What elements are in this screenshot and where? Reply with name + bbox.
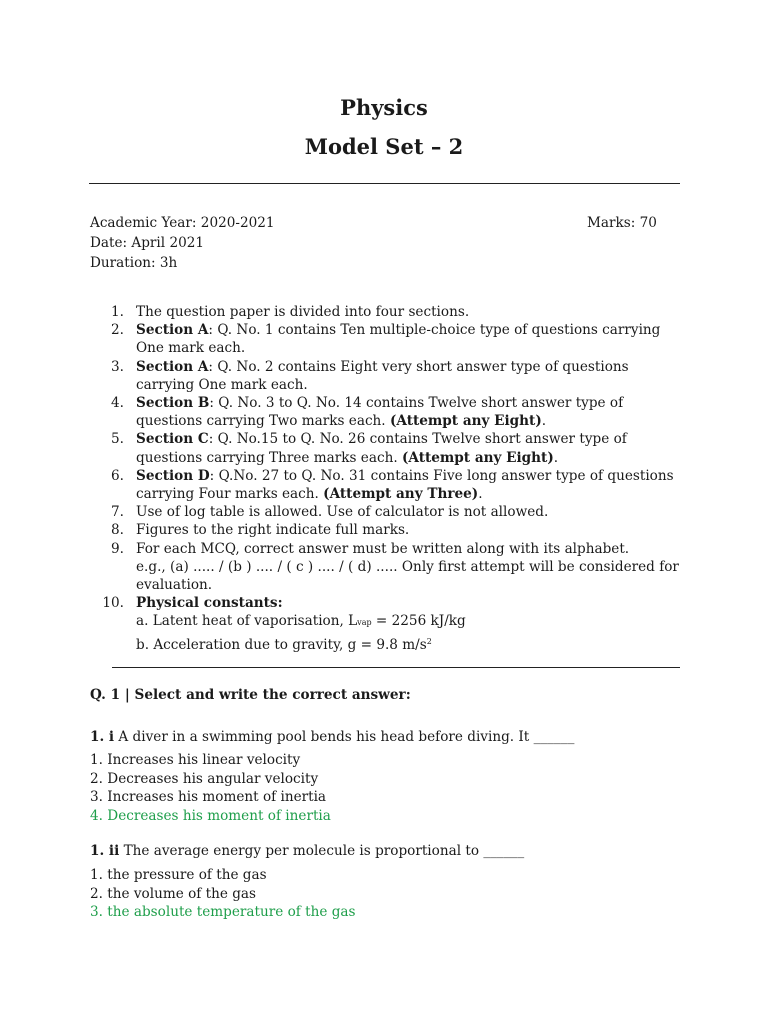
instruction-number: 5. — [111, 431, 124, 448]
constant-text: b. Acceleration due to gravity, g = 9.8 m/s — [136, 636, 427, 653]
instruction-text: : Q. No. 2 contains Eight very short answer type of questions carrying One mark each. — [136, 358, 629, 393]
instruction-text: Figures to the right indicate full marks. — [136, 522, 410, 539]
option-item: 1. the pressure of the gas — [90, 867, 267, 883]
question-text: A diver in a swimming pool bends his head before diving. It ______ — [114, 729, 575, 745]
instruction-item — [90, 521, 680, 539]
exam-duration: Duration: 3h — [90, 255, 178, 271]
question-heading: Q. 1 | Select and write the correct answer: — [90, 687, 411, 703]
option-item: 2. the volume of the gas — [90, 885, 256, 902]
page-subtitle: Model Set – 2 — [304, 134, 464, 159]
instruction-item — [90, 394, 680, 430]
options-1ii — [90, 866, 356, 922]
subscript: vap — [357, 618, 372, 628]
constant-value: = 2256 kJ/kg — [371, 613, 466, 630]
instruction-text: : Q. No.15 to Q. No. 26 contains Twelve short answer type of questions carrying Three marks each. — [136, 431, 627, 466]
instruction-item — [90, 540, 680, 595]
question-1ii — [90, 843, 524, 859]
question-number: 1. ii — [90, 843, 120, 859]
instruction-text: : Q.No. 27 to Q. No. 31 contains Five long answer type of questions carrying Four marks each. — [136, 467, 674, 503]
option-item: 2. Decreases his angular velocity — [90, 770, 319, 787]
options-1i — [90, 751, 331, 825]
constant-latent-heat — [136, 613, 466, 629]
divider — [89, 183, 680, 184]
instruction-item — [90, 430, 680, 466]
constants-heading: Physical constants: — [136, 595, 283, 612]
punctuation: . — [478, 486, 483, 503]
section-label: Section A — [136, 358, 209, 375]
exam-date: Date: April 2021 — [90, 235, 205, 251]
attempt-note: (Attempt any Three) — [323, 486, 479, 503]
instruction-number: 8. — [111, 522, 124, 539]
instruction-text: Use of log table is allowed. Use of calculator is not allowed. — [136, 504, 549, 521]
instruction-item — [90, 321, 680, 357]
instruction-number: 9. — [111, 540, 124, 557]
section-label: Section B — [136, 395, 210, 412]
section-label: Section D — [136, 467, 210, 484]
instruction-number: 4. — [111, 395, 124, 412]
instruction-number: 3. — [111, 358, 124, 375]
instruction-item — [90, 303, 680, 321]
instruction-text: For each MCQ, correct answer must be written along with its alphabet. — [136, 540, 630, 557]
instruction-number: 6. — [111, 467, 124, 484]
option-item: 3. Increases his moment of inertia — [90, 789, 327, 805]
question-1i — [90, 729, 574, 745]
attempt-note: (Attempt any Eight) — [401, 449, 554, 466]
section-label: Section A — [136, 322, 209, 339]
correct-option: 3. the absolute temperature of the gas — [90, 904, 356, 920]
constant-gravity — [136, 637, 432, 653]
superscript: 2 — [426, 636, 432, 646]
instruction-number: 2. — [111, 322, 124, 339]
instruction-text: : Q. No. 3 to Q. No. 14 contains Twelve short answer type of questions carrying Two marks each. — [136, 395, 624, 430]
constant-text: a. Latent heat of vaporisation, L — [136, 613, 358, 630]
instruction-example: e.g., (a) ..... / (b ) .... / ( c ) .... / ( d) ..... Only first attempt will be considered for evaluation. — [136, 558, 679, 594]
punctuation: . — [553, 449, 559, 466]
question-number: 1. i — [90, 729, 115, 745]
attempt-note: (Attempt any Eight) — [389, 413, 542, 430]
instruction-number: 10. — [102, 595, 124, 612]
question-text: The average energy per molecule is proportional to ______ — [119, 843, 525, 859]
section-label: Section C — [136, 431, 209, 448]
punctuation: . — [541, 413, 547, 430]
instruction-text: : Q. No. 1 contains Ten multiple-choice type of questions carrying One mark each. — [136, 322, 661, 357]
correct-option: 4. Decreases his moment of inertia — [90, 807, 331, 824]
page-title: Physics — [340, 95, 428, 120]
divider — [112, 667, 680, 668]
instruction-number: 1. — [111, 304, 124, 320]
academic-year: Academic Year: 2020-2021 — [90, 215, 275, 231]
instructions-list — [90, 303, 680, 654]
total-marks: Marks: 70 — [587, 215, 657, 231]
instruction-item — [90, 594, 680, 654]
instruction-item — [90, 503, 680, 521]
instruction-item — [90, 358, 680, 394]
option-item: 1. Increases his linear velocity — [90, 752, 301, 768]
instruction-item — [90, 467, 680, 503]
instruction-text: The question paper is divided into four sections. — [136, 304, 470, 320]
instruction-number: 7. — [111, 504, 124, 521]
